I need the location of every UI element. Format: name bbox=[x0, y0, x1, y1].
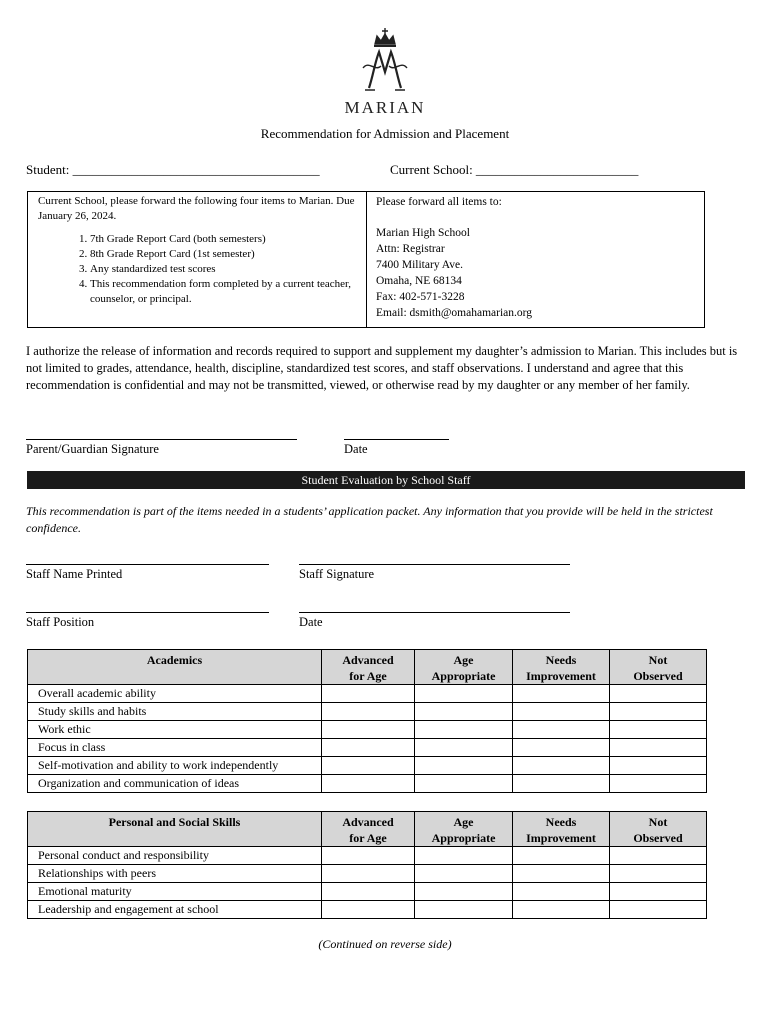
rating-cell[interactable] bbox=[610, 721, 707, 739]
table-row: Focus in class bbox=[28, 739, 707, 757]
rating-cell[interactable] bbox=[322, 901, 415, 919]
table-row: Study skills and habits bbox=[28, 703, 707, 721]
column-not-observed: Not Observed bbox=[610, 812, 707, 847]
rating-cell[interactable] bbox=[415, 901, 513, 919]
rating-cell[interactable] bbox=[415, 721, 513, 739]
staff-signature-label: Staff Signature bbox=[299, 567, 375, 581]
table-row: Self-motivation and ability to work independently bbox=[28, 757, 707, 775]
section-banner: Student Evaluation by School Staff bbox=[27, 471, 745, 489]
rating-cell[interactable] bbox=[322, 865, 415, 883]
rating-cell[interactable] bbox=[322, 847, 415, 865]
table-row: Emotional maturity bbox=[28, 883, 707, 901]
staff-name-label: Staff Name Printed bbox=[26, 567, 123, 581]
column-advanced: Advanced for Age bbox=[322, 812, 415, 847]
rating-cell[interactable] bbox=[513, 685, 610, 703]
parent-signature-line[interactable] bbox=[26, 439, 297, 440]
rating-cell[interactable] bbox=[415, 757, 513, 775]
rating-cell[interactable] bbox=[322, 775, 415, 793]
rating-cell[interactable] bbox=[415, 883, 513, 901]
crown-monogram-icon bbox=[355, 26, 415, 96]
rating-cell[interactable] bbox=[610, 865, 707, 883]
rating-cell[interactable] bbox=[513, 865, 610, 883]
rating-cell[interactable] bbox=[322, 721, 415, 739]
address-line: Attn: Registrar bbox=[376, 243, 445, 255]
list-item: 1. 7th Grade Report Card (both semesters) bbox=[90, 232, 356, 247]
column-advanced: Advanced for Age bbox=[322, 650, 415, 685]
fax-line: Fax: 402-571-3228 bbox=[376, 291, 465, 303]
address-line: Marian High School bbox=[376, 227, 470, 239]
student-field[interactable]: Student: ______________________________________ bbox=[26, 162, 320, 177]
parent-date-label: Date bbox=[344, 442, 368, 456]
forwarding-intro: Current School, please forward the following four items to Marian. Due January 26, 2024. bbox=[38, 195, 355, 222]
personal-social-table bbox=[27, 811, 707, 919]
table-row: Overall academic ability bbox=[28, 685, 707, 703]
rating-cell[interactable] bbox=[415, 775, 513, 793]
rating-cell[interactable] bbox=[610, 703, 707, 721]
column-needs-improvement: Needs Improvement bbox=[513, 812, 610, 847]
rating-cell[interactable] bbox=[322, 757, 415, 775]
academics-heading: Academics bbox=[28, 650, 322, 685]
rating-cell[interactable] bbox=[322, 703, 415, 721]
rating-cell[interactable] bbox=[610, 901, 707, 919]
address-line: 7400 Military Ave. bbox=[376, 259, 463, 271]
marian-logo bbox=[335, 26, 435, 120]
form-title: Recommendation for Admission and Placement bbox=[260, 126, 510, 141]
table-row: Leadership and engagement at school bbox=[28, 901, 707, 919]
table-row: Work ethic bbox=[28, 721, 707, 739]
authorization-statement: I authorize the release of information and records required to support and supplement my daughter’s admission to Marian. This includes but is not limited to grades, attendance, health, discipline, standardized test scores, and staff observations. I understand and agree that this recommendation is confidential and may not be transmitted, viewed, or otherwise read by my daughter or any member of her family. bbox=[26, 344, 738, 392]
rating-cell[interactable] bbox=[415, 847, 513, 865]
personal-social-heading: Personal and Social Skills bbox=[28, 812, 322, 847]
address-line: Omaha, NE 68134 bbox=[376, 275, 462, 287]
staff-position-label: Staff Position bbox=[26, 615, 95, 629]
table-row: Personal conduct and responsibility bbox=[28, 847, 707, 865]
required-items-list bbox=[38, 232, 356, 307]
current-school-field[interactable]: Current School: _________________________ bbox=[390, 162, 639, 177]
table-row: Organization and communication of ideas bbox=[28, 775, 707, 793]
mailing-heading: Please forward all items to: bbox=[376, 196, 502, 208]
continued-note: (Continued on reverse side) bbox=[318, 937, 452, 951]
rating-cell[interactable] bbox=[513, 721, 610, 739]
rating-cell[interactable] bbox=[513, 703, 610, 721]
rating-cell[interactable] bbox=[322, 739, 415, 757]
academics-table bbox=[27, 649, 707, 793]
parent-date-line[interactable] bbox=[344, 439, 449, 440]
rating-cell[interactable] bbox=[513, 757, 610, 775]
rating-cell[interactable] bbox=[415, 685, 513, 703]
staff-date-line[interactable] bbox=[299, 612, 570, 613]
parent-signature-label: Parent/Guardian Signature bbox=[26, 442, 159, 456]
rating-cell[interactable] bbox=[610, 685, 707, 703]
rating-cell[interactable] bbox=[610, 775, 707, 793]
mailing-address-column bbox=[367, 192, 706, 327]
rating-cell[interactable] bbox=[415, 739, 513, 757]
list-item: 3. Any standardized test scores bbox=[90, 262, 356, 277]
rating-cell[interactable] bbox=[513, 847, 610, 865]
rating-cell[interactable] bbox=[513, 775, 610, 793]
rating-cell[interactable] bbox=[322, 685, 415, 703]
rating-cell[interactable] bbox=[610, 739, 707, 757]
rating-cell[interactable] bbox=[415, 865, 513, 883]
rating-cell[interactable] bbox=[513, 883, 610, 901]
rating-cell[interactable] bbox=[513, 739, 610, 757]
column-age-appropriate: Age Appropriate bbox=[415, 812, 513, 847]
column-not-observed: Not Observed bbox=[610, 650, 707, 685]
list-item: 2. 8th Grade Report Card (1st semester) bbox=[90, 247, 356, 262]
rating-cell[interactable] bbox=[415, 703, 513, 721]
logo-text: MARIAN bbox=[344, 98, 426, 117]
forwarding-items-column bbox=[28, 192, 367, 327]
email-line: Email: dsmith@omahamarian.org bbox=[376, 307, 533, 319]
rating-cell[interactable] bbox=[513, 901, 610, 919]
confidentiality-note: This recommendation is part of the items needed in a students’ application packet. Any information that you provide will be held in the strictest confidence. bbox=[26, 504, 713, 535]
column-age-appropriate: Age Appropriate bbox=[415, 650, 513, 685]
staff-signature-line[interactable] bbox=[299, 564, 570, 565]
rating-cell[interactable] bbox=[610, 883, 707, 901]
rating-cell[interactable] bbox=[610, 757, 707, 775]
table-row: Relationships with peers bbox=[28, 865, 707, 883]
staff-position-line[interactable] bbox=[26, 612, 269, 613]
column-needs-improvement: Needs Improvement bbox=[513, 650, 610, 685]
staff-date-label: Date bbox=[299, 615, 323, 629]
list-item: 4. This recommendation form completed by a current teacher, counselor, or principal. bbox=[90, 277, 356, 307]
staff-name-line[interactable] bbox=[26, 564, 269, 565]
rating-cell[interactable] bbox=[322, 883, 415, 901]
rating-cell[interactable] bbox=[610, 847, 707, 865]
instructions-box bbox=[27, 191, 705, 328]
